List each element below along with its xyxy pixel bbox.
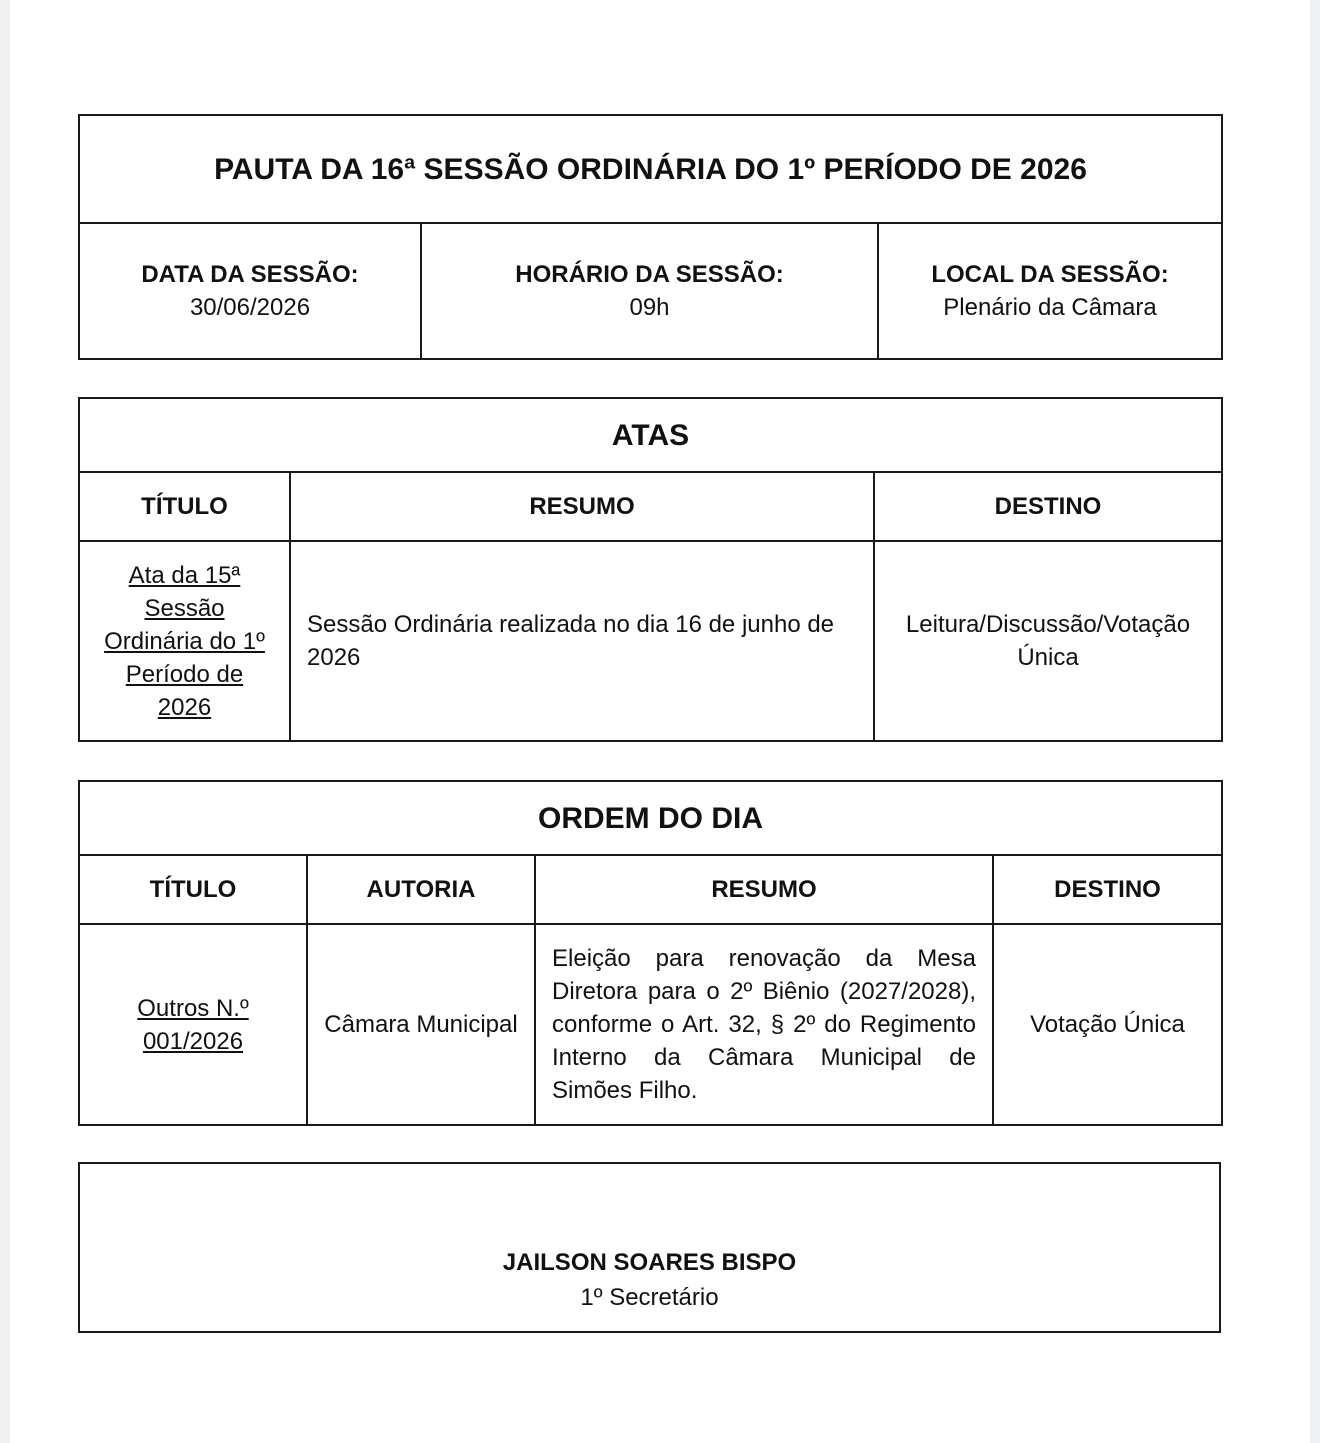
ordem-col-resumo: RESUMO <box>535 855 993 924</box>
atas-col-resumo: RESUMO <box>290 472 874 541</box>
atas-table <box>78 397 1223 742</box>
ordem-col-autoria: AUTORIA <box>307 855 535 924</box>
ordem-section-title: ORDEM DO DIA <box>79 781 1222 855</box>
session-location-cell <box>878 223 1222 359</box>
atas-col-titulo: TÍTULO <box>79 472 290 541</box>
session-header-table <box>78 114 1223 360</box>
atas-row-resumo: Sessão Ordinária realizada no dia 16 de junho de 2026 <box>290 541 874 741</box>
signature-name: JAILSON SOARES BISPO <box>502 1249 797 1276</box>
session-location-value: Plenário da Câmara <box>943 294 1157 321</box>
signature-role: 1º Secretário <box>580 1284 719 1311</box>
atas-row-destino: Leitura/Discussão/Votação Única <box>874 541 1222 741</box>
table-row <box>79 541 1222 741</box>
session-location-label: LOCAL DA SESSÃO: <box>931 261 1169 288</box>
table-row <box>79 924 1222 1125</box>
ordem-col-destino: DESTINO <box>993 855 1222 924</box>
ordem-row-resumo: Eleição para renovação da Mesa Diretora para o 2º Biênio (2027/2028), conforme o Art. 32, § 2º do Regimento Interno da Câmara Municipal de Simões Filho. <box>535 924 993 1125</box>
atas-col-destino: DESTINO <box>874 472 1222 541</box>
session-time-cell <box>421 223 878 359</box>
ordem-row-destino: Votação Única <box>993 924 1222 1125</box>
session-date-value: 30/06/2026 <box>189 294 311 321</box>
ordem-row-titulo-link[interactable]: Outros N.º 001/2026 <box>137 994 249 1055</box>
ordem-row-autoria: Câmara Municipal <box>307 924 535 1125</box>
atas-row-titulo-link[interactable]: Ata da 15ª Sessão Ordinária do 1º Período de 2026 <box>104 561 265 721</box>
session-date-cell <box>79 223 421 359</box>
session-time-value: 09h <box>629 294 670 321</box>
ordem-col-titulo: TÍTULO <box>79 855 307 924</box>
ordem-row-titulo-cell <box>79 924 307 1125</box>
signature-box <box>78 1162 1221 1333</box>
atas-section-title: ATAS <box>79 398 1222 472</box>
session-time-label: HORÁRIO DA SESSÃO: <box>515 261 784 288</box>
session-title: PAUTA DA 16ª SESSÃO ORDINÁRIA DO 1º PERÍODO DE 2026 <box>79 115 1222 223</box>
session-date-label: DATA DA SESSÃO: <box>141 261 359 288</box>
ordem-do-dia-table <box>78 780 1223 1126</box>
atas-row-titulo-cell <box>79 541 290 741</box>
